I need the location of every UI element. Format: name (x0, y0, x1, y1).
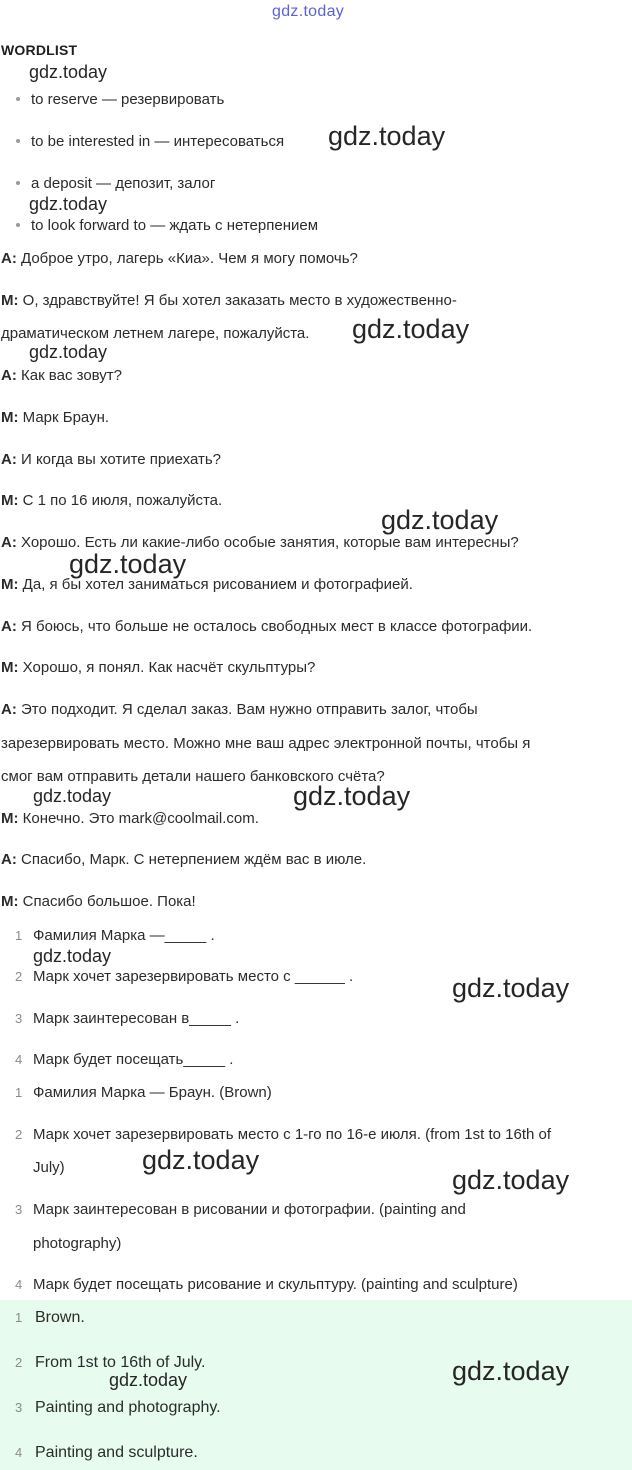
dialogue-line (1, 618, 532, 635)
dialogue-text: зарезервировать место. Можно мне ваш адрес электронной почты, чтобы я (1, 735, 531, 752)
speaker-label: A: (1, 534, 17, 551)
dialogue-text: Как вас зовут? (16, 367, 123, 384)
dialogue-text: Хорошо, я понял. Как насчёт скульптуры? (18, 659, 316, 676)
item-number: 1 (15, 1310, 23, 1325)
task-item (15, 1051, 233, 1068)
dialogue-text: И когда вы хотите приехать? (16, 451, 222, 468)
dialogue-text: О, здравствуйте! Я бы хотел заказать место в художественно- (18, 292, 457, 309)
watermark: gdz.today (352, 314, 470, 344)
item-number: 4 (15, 1277, 23, 1292)
bullet-icon (16, 139, 20, 143)
watermark: gdz.today (452, 1356, 570, 1386)
item-number: 4 (15, 1445, 23, 1460)
task-text: Марк заинтересован в_____ . (33, 1010, 240, 1027)
translation-text: Фамилия Марка — Браун. (Brown) (33, 1084, 272, 1101)
speaker-label: A: (1, 451, 17, 468)
dialogue-text: Спасибо большое. Пока! (18, 893, 196, 910)
answer-item (15, 1399, 221, 1417)
item-number: 2 (15, 969, 23, 984)
speaker-label: A: (1, 250, 17, 267)
wordlist-title: WORDLIST (1, 42, 78, 58)
speaker-label: M: (1, 893, 19, 910)
dialogue-text: Доброе утро, лагерь «Киа». Чем я могу помочь? (16, 250, 358, 267)
answer-text: From 1st to 16th of July. (35, 1354, 206, 1371)
answer-text: Painting and sculpture. (35, 1444, 198, 1461)
watermark: gdz.today (328, 121, 446, 151)
translation-text: Марк будет посещать рисование и скульптуру. (painting and sculpture) (33, 1276, 518, 1293)
dialogue-line (1, 409, 109, 426)
speaker-label: M: (1, 292, 19, 309)
answer-text: Brown. (35, 1309, 85, 1326)
dialogue-line (1, 659, 315, 676)
dialogue-line (1, 325, 309, 342)
dialogue-line (1, 893, 196, 910)
wordlist-item (16, 91, 224, 108)
dialogue-line (1, 250, 358, 267)
item-number: 3 (15, 1202, 23, 1217)
wordlist-item (16, 175, 215, 192)
watermark: gdz.today (452, 973, 570, 1003)
watermark: gdz.today (69, 549, 187, 579)
dialogue-line (1, 810, 259, 827)
dialogue-text: смог вам отправить детали нашего банковского счёта? (1, 768, 385, 785)
speaker-label: A: (1, 367, 17, 384)
translation-text: Марк заинтересован в рисовании и фотографии. (painting and (33, 1201, 466, 1218)
item-number: 3 (15, 1400, 23, 1415)
bullet-icon (16, 181, 20, 185)
watermark: gdz.today (33, 946, 112, 966)
watermark: gdz.today (293, 781, 411, 811)
item-number: 3 (15, 1011, 23, 1026)
item-number: 2 (15, 1127, 23, 1142)
task-text: Фамилия Марка —_____ . (33, 927, 215, 944)
item-number: 1 (15, 1085, 23, 1100)
speaker-label: A: (1, 851, 17, 868)
dialogue-text: С 1 по 16 июля, пожалуйста. (18, 492, 223, 509)
dialogue-line (1, 292, 457, 309)
task-text: Марк хочет зарезервировать место с ______ . (33, 968, 354, 985)
translation-text: Марк хочет зарезервировать место с 1-го по 16-е июля. (from 1st to 16th of (33, 1126, 552, 1143)
task-text: Марк будет посещать_____ . (33, 1051, 234, 1068)
dialogue-line (1, 492, 222, 509)
task-item (15, 1010, 239, 1027)
translation-item (15, 1201, 466, 1218)
watermark: gdz.today (109, 1370, 188, 1390)
translation-item (15, 1084, 272, 1101)
dialogue-text: драматическом летнем лагере, пожалуйста. (1, 325, 310, 342)
task-item (15, 927, 215, 944)
dialogue-text: Спасибо, Марк. С нетерпением ждём вас в июле. (16, 851, 367, 868)
dialogue-text: Хорошо. Есть ли какие-либо особые занятия, которые вам интересны? (16, 534, 519, 551)
site-logo[interactable]: gdz.today (272, 3, 345, 20)
watermark: gdz.today (29, 62, 108, 82)
translation-continuation: July) (33, 1159, 65, 1176)
item-number: 1 (15, 928, 23, 943)
dialogue-line (1, 851, 366, 868)
bullet-icon (16, 223, 20, 227)
dialogue-text: Марк Браун. (18, 409, 110, 426)
speaker-label: A: (1, 618, 17, 635)
dialogue-line (1, 735, 530, 752)
watermark: gdz.today (142, 1145, 260, 1175)
dialogue-text: Конечно. Это mark@coolmail.com. (18, 810, 259, 827)
dialogue-text: Это подходит. Я сделал заказ. Вам нужно отправить залог, чтобы (16, 701, 478, 718)
item-number: 2 (15, 1355, 23, 1370)
dialogue-text: Да, я бы хотел заниматься рисованием и фотографией. (18, 576, 413, 593)
watermark: gdz.today (29, 194, 108, 214)
wordlist-item-text: to look forward to — ждать с нетерпением (31, 217, 319, 234)
dialogue-line (1, 451, 221, 468)
answer-text: Painting and photography. (35, 1399, 221, 1416)
task-item (15, 968, 353, 985)
watermark: gdz.today (381, 505, 499, 535)
answer-item (15, 1309, 85, 1327)
wordlist-item-text: to reserve — резервировать (31, 91, 225, 108)
translation-continuation: photography) (33, 1235, 122, 1252)
watermark: gdz.today (29, 342, 108, 362)
wordlist-item (16, 133, 284, 150)
wordlist-item-text: to be interested in — интересоваться (31, 133, 285, 150)
speaker-label: M: (1, 409, 19, 426)
dialogue-text: Я боюсь, что больше не осталось свободных мест в классе фотографии. (16, 618, 533, 635)
speaker-label: M: (1, 576, 19, 593)
watermark: gdz.today (33, 786, 112, 806)
item-number: 4 (15, 1052, 23, 1067)
dialogue-line (1, 576, 413, 593)
translation-item (15, 1276, 518, 1293)
bullet-icon (16, 97, 20, 101)
speaker-label: M: (1, 659, 19, 676)
dialogue-line (1, 367, 122, 384)
watermark: gdz.today (452, 1165, 570, 1195)
wordlist-item (16, 217, 318, 234)
speaker-label: M: (1, 492, 19, 509)
answer-item (15, 1444, 198, 1462)
wordlist-item-text: a deposit — депозит, залог (31, 175, 216, 192)
translation-item (15, 1126, 551, 1143)
speaker-label: M: (1, 810, 19, 827)
speaker-label: A: (1, 701, 17, 718)
dialogue-line (1, 701, 478, 718)
